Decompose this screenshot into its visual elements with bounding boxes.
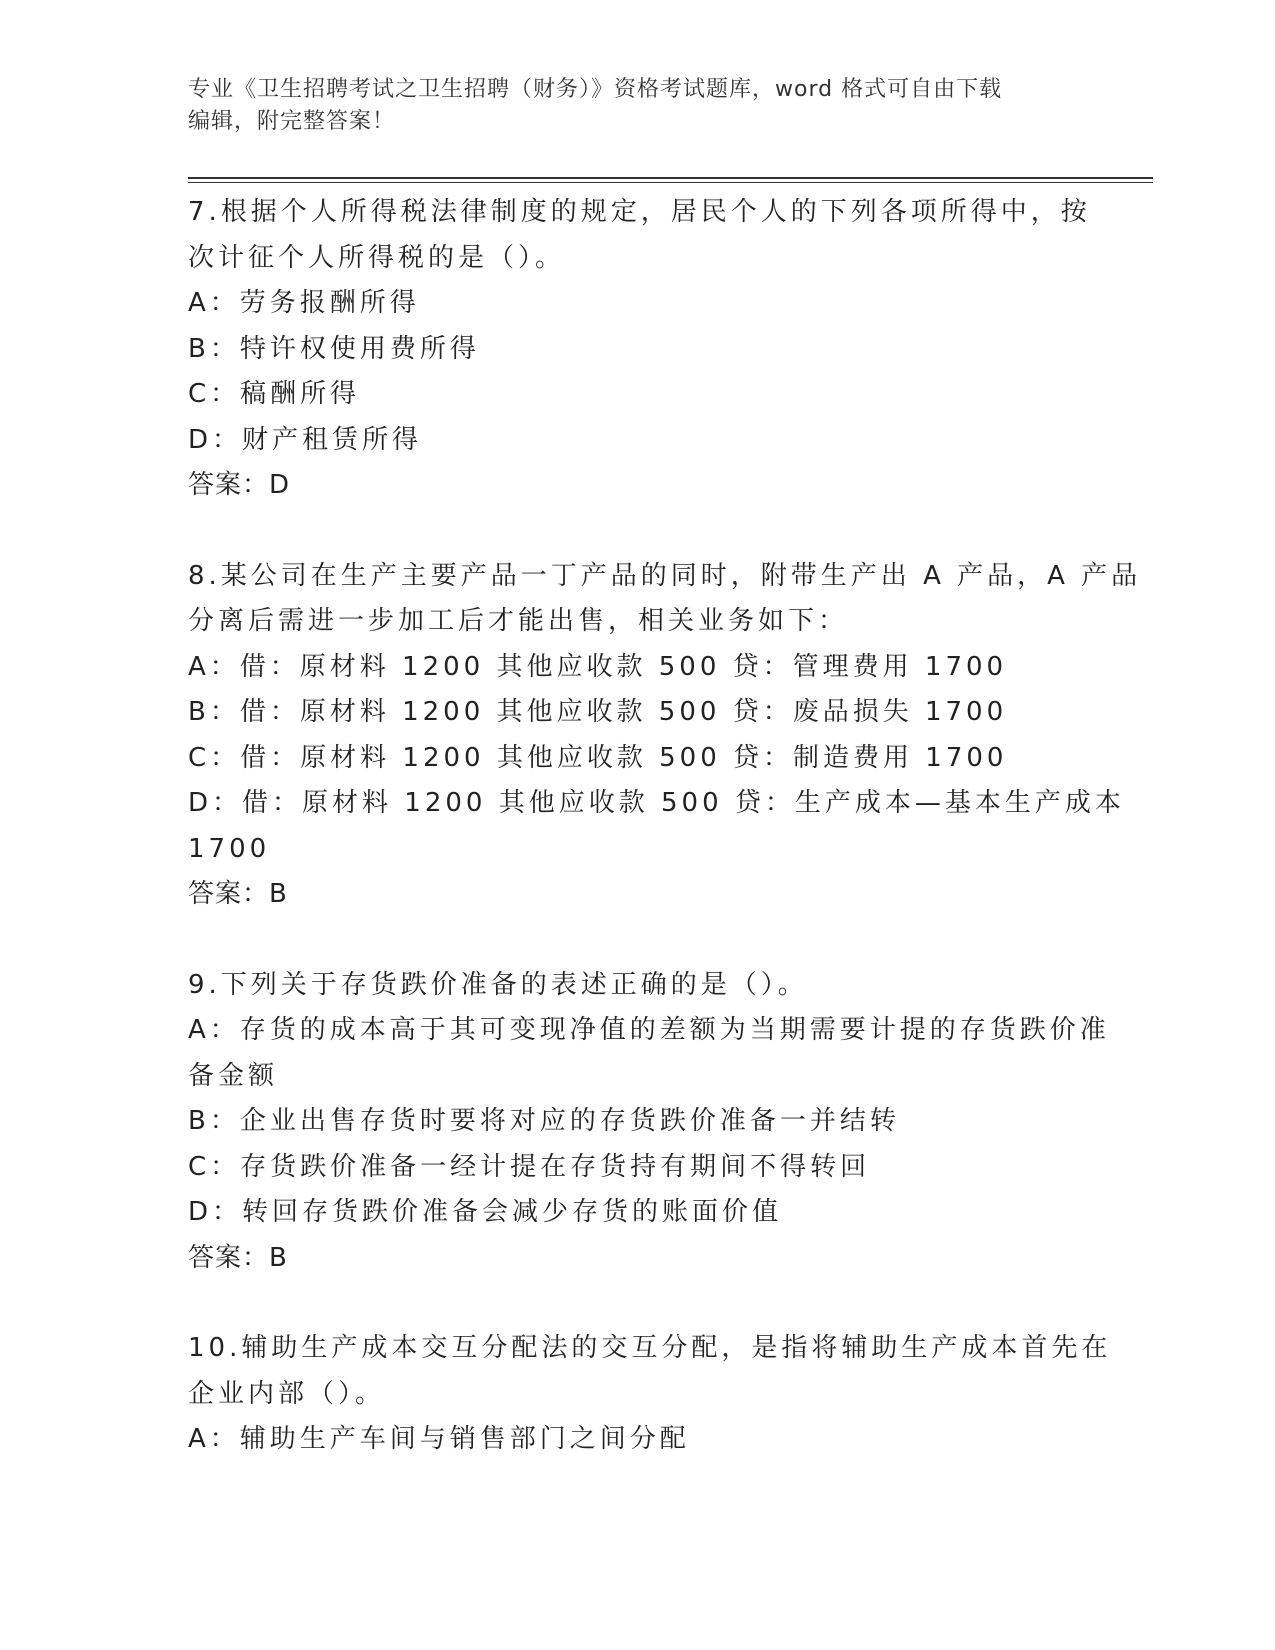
document-header — [188, 74, 1088, 138]
header-line-1: 专业《卫生招聘考试之卫生招聘（财务）》资格考试题库，word 格式可自由下载 — [188, 77, 1003, 102]
question-gap — [188, 1281, 1088, 1326]
header-divider-thick — [188, 177, 1153, 179]
option-d: D：借：原材料 1200 其他应收款 500 贷：生产成本—基本生产成本 — [188, 788, 1125, 818]
question-9 — [188, 963, 1110, 1282]
question-stem-line: 7.根据个人所得税法律制度的规定，居民个人的下列各项所得中，按 — [188, 197, 1091, 227]
option-a: A：辅助生产车间与销售部门之间分配 — [188, 1424, 690, 1454]
question-10 — [188, 1326, 1112, 1463]
option-d: D：转回存货跌价准备会减少存货的账面价值 — [188, 1197, 783, 1227]
question-stem-line: 8.某公司在生产主要产品一丁产品的同时，附带生产出 A 产品，A 产品 — [188, 560, 1142, 591]
answer: 答案：B — [188, 879, 288, 909]
option-a: A：借：原材料 1200 其他应收款 500 贷：管理费用 1700 — [188, 651, 1008, 682]
question-stem-line: 企业内部（）。 — [188, 1378, 386, 1409]
question-8 — [188, 554, 1142, 918]
question-stem-line: 分离后需进一步加工后才能出售，相关业务如下： — [188, 606, 849, 636]
option-b: B：借：原材料 1200 其他应收款 500 贷：废品损失 1700 — [188, 697, 1008, 727]
question-gap — [188, 509, 1088, 554]
question-7 — [188, 190, 1091, 509]
option-a: A：存货的成本高于其可变现净值的差额为当期需要计提的存货跌价准 — [188, 1015, 1110, 1045]
header-divider-thin — [188, 182, 1153, 183]
option-a: A：劳务报酬所得 — [188, 288, 420, 318]
option-a-continuation: 备金额 — [188, 1060, 279, 1091]
option-d: D：财产租赁所得 — [188, 424, 423, 455]
question-stem-line: 次计征个人所得税的是（）。 — [188, 242, 566, 273]
answer: 答案：B — [188, 1242, 288, 1273]
option-c: C：借：原材料 1200 其他应收款 500 贷：制造费用 1700 — [188, 742, 1008, 773]
option-c: C：存货跌价准备一经计提在存货持有期间不得转回 — [188, 1151, 871, 1182]
answer: 答案：D — [188, 470, 291, 500]
option-d-continuation: 1700 — [188, 833, 271, 864]
option-b: B：特许权使用费所得 — [188, 333, 480, 364]
question-gap — [188, 918, 1088, 963]
question-stem-line: 10.辅助生产成本交互分配法的交互分配，是指将辅助生产成本首先在 — [188, 1333, 1112, 1363]
option-b: B：企业出售存货时要将对应的存货跌价准备一并结转 — [188, 1106, 900, 1136]
header-line-2: 编辑，附完整答案！ — [188, 109, 396, 134]
option-c: C：稿酬所得 — [188, 379, 361, 409]
question-list — [188, 190, 1142, 1463]
question-stem-line: 9.下列关于存货跌价准备的表述正确的是（）。 — [188, 969, 808, 1000]
